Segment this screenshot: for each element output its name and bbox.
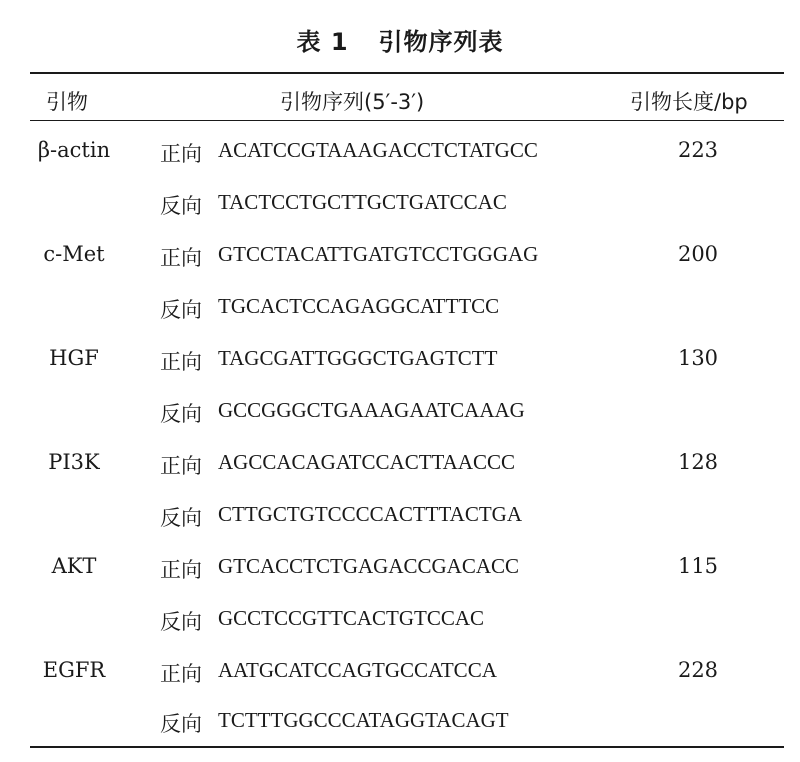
primer-length: 130 [677, 346, 719, 370]
primer-name: c-Met [43, 242, 105, 266]
reverse-sequence: GCCGGGCTGAAAGAATCAAAG [218, 398, 525, 422]
header-sequence: 引物序列(5′-3′) [280, 90, 425, 114]
top-rule [30, 72, 784, 74]
forward-label: 正向 [160, 454, 202, 478]
reverse-label: 反向 [160, 506, 202, 530]
forward-label: 正向 [160, 662, 202, 686]
forward-label: 正向 [160, 142, 202, 166]
forward-sequence: GTCACCTCTGAGACCGACACC [218, 554, 520, 578]
reverse-sequence: GCCTCCGTTCACTGTCCAC [218, 606, 485, 630]
forward-sequence: GTCCTACATTGATGTCCTGGGAG [218, 242, 539, 266]
table-row [0, 138, 800, 178]
table-row [0, 502, 800, 542]
table-row [0, 606, 800, 646]
table-caption: 引物序列表 [378, 28, 504, 56]
table-row [0, 346, 800, 386]
primer-length: 115 [677, 554, 719, 578]
reverse-label: 反向 [160, 298, 202, 322]
reverse-label: 反向 [160, 712, 202, 736]
table-row [0, 658, 800, 698]
forward-label: 正向 [160, 350, 202, 374]
primer-length: 223 [677, 138, 719, 162]
header-primer: 引物 [46, 90, 88, 114]
table-row [0, 450, 800, 490]
table-title [0, 22, 800, 57]
table-row [0, 242, 800, 282]
primer-name: EGFR [42, 658, 106, 682]
reverse-sequence: CTTGCTGTCCCCACTTTACTGA [218, 502, 522, 526]
table-row [0, 294, 800, 334]
reverse-sequence: TGCACTCCAGAGGCATTTCC [218, 294, 500, 318]
table-row [0, 708, 800, 748]
primer-length: 200 [677, 242, 719, 266]
forward-label: 正向 [160, 246, 202, 270]
primer-length: 128 [677, 450, 719, 474]
forward-sequence: ACATCCGTAAAGACCTCTATGCC [218, 138, 538, 162]
primer-name: AKT [51, 554, 97, 578]
table-row [0, 554, 800, 594]
primer-name: PI3K [48, 450, 100, 474]
header-rule [30, 120, 784, 121]
table-row [0, 190, 800, 230]
reverse-label: 反向 [160, 194, 202, 218]
primer-length: 228 [677, 658, 719, 682]
reverse-label: 反向 [160, 402, 202, 426]
header-length: 引物长度/bp [630, 90, 748, 114]
primer-name: HGF [49, 346, 99, 370]
table-number: 表 1 [296, 28, 349, 56]
bottom-rule [30, 746, 784, 748]
forward-sequence: AATGCATCCAGTGCCATCCA [218, 658, 497, 682]
reverse-sequence: TCTTTGGCCCATAGGTACAGT [218, 708, 509, 732]
forward-sequence: AGCCACAGATCCACTTAACCC [218, 450, 516, 474]
forward-sequence: TAGCGATTGGGCTGAGTCTT [218, 346, 498, 370]
forward-label: 正向 [160, 558, 202, 582]
table-row [0, 398, 800, 438]
reverse-sequence: TACTCCTGCTTGCTGATCCAC [218, 190, 507, 214]
reverse-label: 反向 [160, 610, 202, 634]
primer-name: β-actin [37, 138, 111, 162]
